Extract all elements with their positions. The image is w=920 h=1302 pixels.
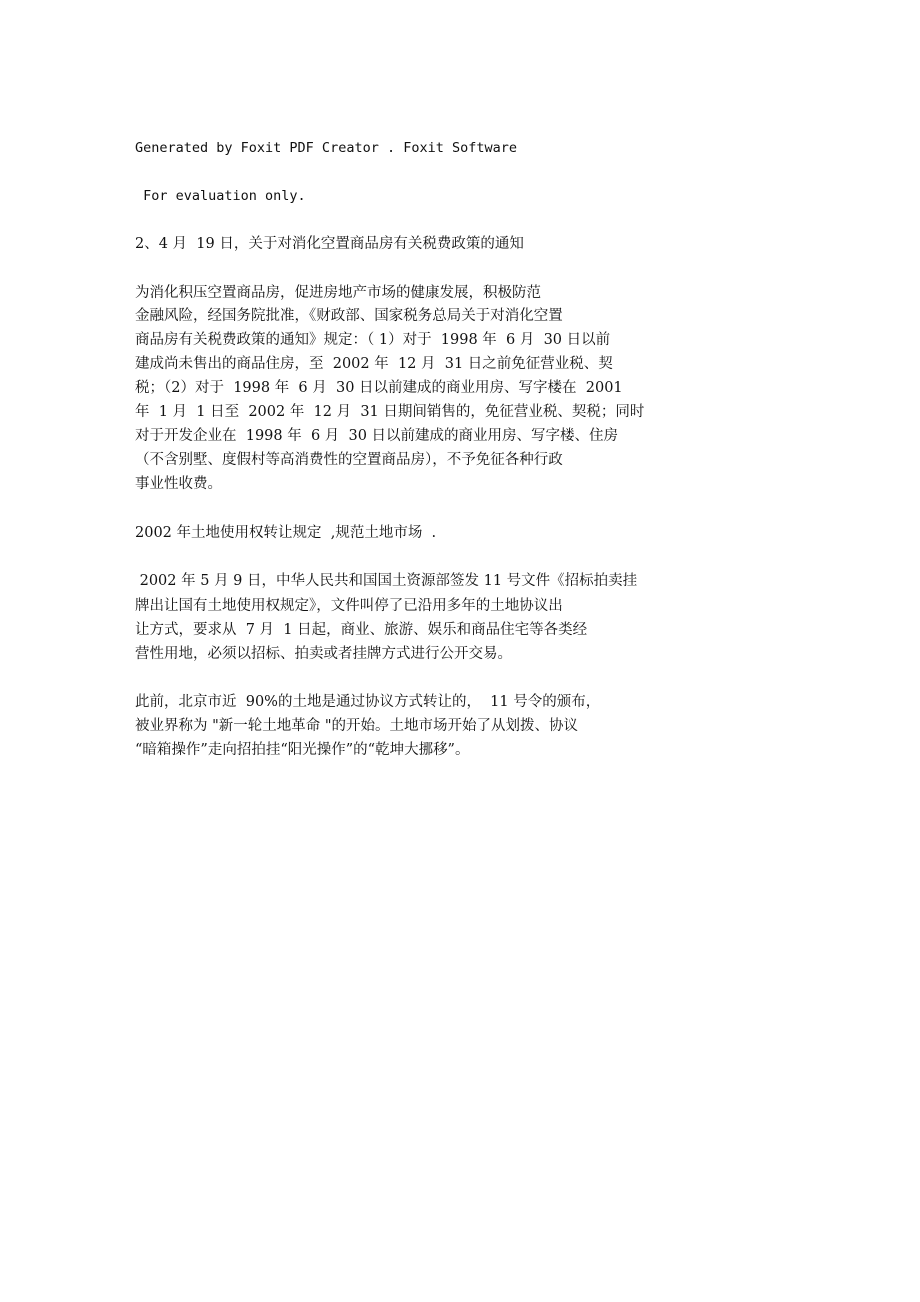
paragraph-line: 建成尚未售出的商品住房，至 2002 年 12 月 31 日之前免征营业税、契 [135,356,613,372]
paragraph-line: 为消化积压空置商品房，促进房地产市场的健康发展，积极防范 [135,285,541,301]
paragraph-line: 税；（2）对于 1998 年 6 月 30 日以前建成的商业用房、写字楼在 2001 [135,380,623,396]
paragraph-line: 年 1 月 1 日至 2002 年 12 月 31 日期间销售的，免征营业税、契税；同时 [135,404,645,420]
paragraph-line: 金融风险，经国务院批准，《财政部、国家税务总局关于对消化空置 [135,308,563,324]
foxit-generated-notice: Generated by Foxit PDF Creator . Foxit Software [135,140,518,156]
paragraph-line: 2002 年 5 月 9 日，中华人民共和国国土资源部签发 11 号文件《招标拍卖挂 [135,573,638,589]
section1-title: 2、4 月 19 日，关于对消化空置商品房有关税费政策的通知 [135,236,524,252]
evaluation-notice: For evaluation only. [135,188,306,204]
paragraph-line: 对于开发企业在 1998 年 6 月 30 日以前建成的商业用房、写字楼、住房 [135,428,619,444]
paragraph-line: “暗箱操作”走向招拍挂“阳光操作”的“乾坤大挪移”。 [135,742,470,758]
paragraph-line: 事业性收费。 [135,476,222,492]
paragraph-line: 此前，北京市近 90%的土地是通过协议方式转让的， 11 号令的颁布， [135,694,601,710]
paragraph-line: （不含别墅、度假村等高消费性的空置商品房），不予免征各种行政 [135,452,563,468]
section2-title: 2002 年土地使用权转让规定 ,规范土地市场 . [135,525,437,541]
paragraph-line: 被业界称为 "新一轮土地革命 "的开始。土地市场开始了从划拨、协议 [135,718,579,734]
paragraph-line: 商品房有关税费政策的通知》规定：（ 1）对于 1998 年 6 月 30 日以前 [135,332,611,348]
paragraph-line: 让方式，要求从 7 月 1 日起，商业、旅游、娱乐和商品住宅等各类经 [135,622,588,638]
paragraph-line: 牌出让国有土地使用权规定》，文件叫停了已沿用多年的土地协议出 [135,598,563,614]
paragraph-line: 营性用地，必须以招标、拍卖或者挂牌方式进行公开交易。 [135,646,512,662]
